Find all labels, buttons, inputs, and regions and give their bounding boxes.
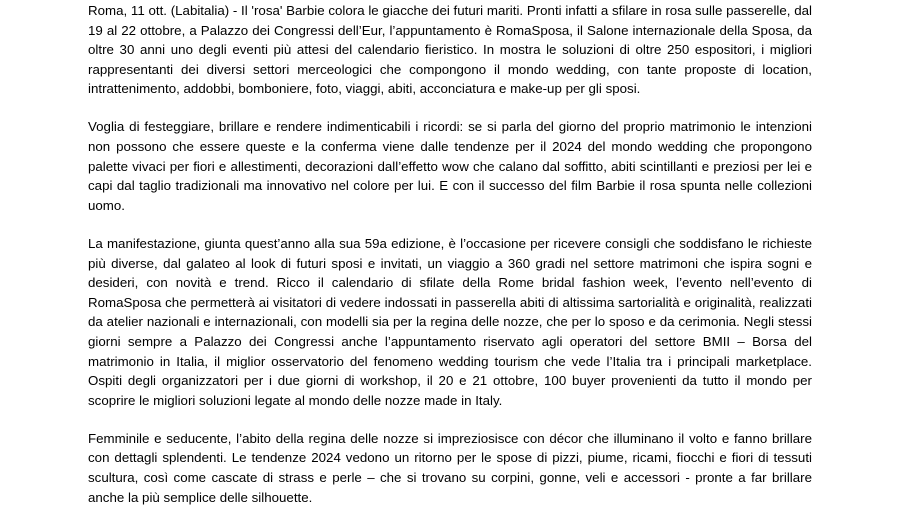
article-body bbox=[88, 0, 812, 507]
paragraph-4: Femminile e seducente, l’abito della regina delle nozze si impreziosisce con décor che illuminano il volto e fanno brillare con dettagli splendenti. Le tendenze 2024 vedono un ritorno per le spose di pizzi, piume, ricami, fiocchi e fiori di tessuti scultura, così come cascate di strass e perle – che si trovano su corpini, gonne, veli e accessori - pronte a far brillare anche la più semplice delle silhouette. bbox=[88, 430, 812, 505]
paragraph-1: Roma, 11 ott. (Labitalia) - Il 'rosa' Barbie colora le giacche dei futuri mariti. Pronti infatti a sfilare in rosa sulle passerelle, dal 19 al 22 ottobre, a Palazzo dei Congressi dell’Eur, l’appuntamento è RomaSposa, il Salone internazionale della Sposa, da oltre 30 anni uno degli eventi più attesi del calendario fieristico. In mostra le soluzioni di oltre 250 espositori, i migliori rappresentanti dei diversi settori merceologici che compongono il mondo wedding, con tante proposte di location, intrattenimento, addobbi, bomboniere, foto, viaggi, abiti, acconciatura e make-up per gli sposi. bbox=[88, 3, 812, 97]
paragraph-2: Voglia di festeggiare, brillare e rendere indimenticabili i ricordi: se si parla del giorno del proprio matrimonio le intenzioni non possono che essere queste e la conferma viene dalle tendenze per il 2024 del mondo wedding che propongono palette vivaci per fiori e allestimenti, decorazioni dall’effetto wow che calano dal soffitto, abiti scintillanti e preziosi per lei e capi dal taglio tradizionali ma innovativo nel colore per lui. E con il successo del film Barbie il rosa spunta nelle collezioni uomo. bbox=[88, 119, 812, 213]
paragraph-3: La manifestazione, giunta quest’anno alla sua 59a edizione, è l’occasione per ricevere consigli che soddisfano le richieste più diverse, dal galateo al look di futuri sposi e invitati, un viaggio a 360 gradi nel settore matrimoni che ispira sogni e desideri, con novità e trend. Ricco il calendario di sfilate della Rome bridal fashion week, l’evento nell’evento di RomaSposa che permetterà ai visitatori di vedere indossati in passerella abiti di altissima sartorialità e originalità, realizzati da atelier nazionali e internazionali, con modelli sia per la regina delle nozze, che per lo sposo e da cerimonia. Negli stessi giorni sempre a Palazzo dei Congressi anche l’appuntamento riservato agli operatori del settore BMII – Borsa del matrimonio in Italia, il miglior osservatorio del fenomeno wedding tourism che vede l’Italia tra i principali marketplace. Ospiti degli organizzatori per i due giorni di workshop, il 20 e 21 ottobre, 100 buyer provenienti da tutto il mondo per scoprire le migliori soluzioni legate al mondo delle nozze made in Italy. bbox=[88, 235, 812, 408]
